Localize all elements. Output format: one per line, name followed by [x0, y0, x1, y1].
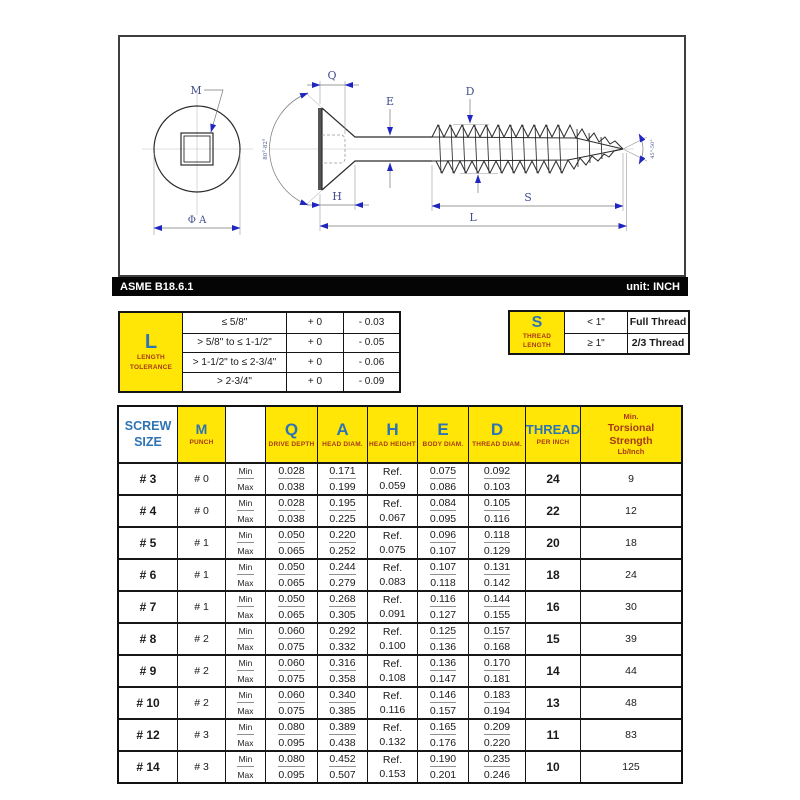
cell-minmax: Min Max: [225, 656, 265, 686]
cell-screw-size: # 3: [139, 472, 157, 486]
cell-body-diam: 0.116 0.127: [417, 592, 468, 622]
cell-body-diam: 0.107 0.118: [417, 560, 468, 590]
cell-minmax: Min Max: [225, 624, 265, 654]
drawing-panel: [118, 35, 686, 277]
cell-drive-depth: 0.028 0.038: [265, 496, 317, 526]
tolerance-plus: + 0: [286, 372, 343, 392]
cell-head-diam: 0.389 0.438: [317, 720, 367, 750]
dim-label-phi-a: Φ A: [187, 215, 207, 226]
table-row: [119, 494, 681, 526]
cell-screw-size: # 9: [139, 664, 157, 678]
thread-length-value: 2/3 Thread: [627, 333, 688, 354]
table-row: [119, 622, 681, 654]
length-tolerance-title-2: TOLERANCE: [129, 364, 173, 371]
table-row: [119, 750, 681, 782]
cell-drive-depth: 0.060 0.075: [265, 624, 317, 654]
tolerance-minus: - 0.05: [343, 333, 399, 353]
cell-head-diam: 0.452 0.507: [317, 752, 367, 782]
cell-head-height: Ref. 0.132: [367, 720, 417, 750]
cell-thread-per-inch: 18: [525, 560, 580, 590]
cell-torsional-strength: 30: [580, 592, 681, 622]
cell-drive-depth: 0.050 0.065: [265, 592, 317, 622]
cell-torsional-strength: 125: [580, 752, 681, 782]
header-thread-per-inch: THREAD PER INCH: [525, 407, 580, 462]
cell-head-diam: 0.292 0.332: [317, 624, 367, 654]
punch-leader: [190, 84, 223, 132]
cell-punch: # 2: [177, 624, 225, 654]
tolerance-range: ≤ 5/8": [182, 313, 286, 333]
table-row: [119, 526, 681, 558]
tolerance-minus: - 0.09: [343, 372, 399, 392]
cell-punch: # 3: [177, 720, 225, 750]
cell-thread-per-inch: 10: [525, 752, 580, 782]
cell-minmax: Min Max: [225, 528, 265, 558]
cell-head-height: Ref. 0.067: [367, 496, 417, 526]
cell-body-diam: 0.165 0.176: [417, 720, 468, 750]
cell-drive-depth: 0.080 0.095: [265, 720, 317, 750]
cell-minmax: Min Max: [225, 560, 265, 590]
standard-name: ASME B18.6.1: [120, 280, 194, 293]
dim-label-e: E: [385, 95, 395, 108]
dim-label-q: Q: [327, 69, 337, 82]
cell-head-height: Ref. 0.100: [367, 624, 417, 654]
cell-thread-per-inch: 20: [525, 528, 580, 558]
cell-torsional-strength: 48: [580, 688, 681, 718]
dim-label-l: L: [469, 211, 477, 224]
cell-thread-diam: 0.209 0.220: [468, 720, 525, 750]
table-row: [119, 558, 681, 590]
header-body-diam: E BODY DIAM.: [417, 407, 468, 462]
cell-drive-depth: 0.060 0.075: [265, 656, 317, 686]
dim-h: [307, 165, 369, 210]
table-body: [119, 462, 681, 782]
cell-head-diam: 0.340 0.385: [317, 688, 367, 718]
cell-body-diam: 0.136 0.147: [417, 656, 468, 686]
cell-screw-size: # 12: [136, 728, 160, 742]
cell-torsional-strength: 18: [580, 528, 681, 558]
table-row: [119, 718, 681, 750]
thread-length-range: < 1": [564, 312, 627, 333]
cell-head-height: Ref. 0.091: [367, 592, 417, 622]
table-row: [119, 590, 681, 622]
cell-punch: # 1: [177, 560, 225, 590]
tolerance-range: > 1-1/2" to ≤ 2-3/4": [182, 352, 286, 372]
cell-thread-diam: 0.183 0.194: [468, 688, 525, 718]
header-torsional-strength: Min. Torsional Strength Lb/Inch: [580, 407, 681, 462]
cell-minmax: Min Max: [225, 464, 265, 494]
tolerance-minus: - 0.06: [343, 352, 399, 372]
cell-thread-per-inch: 13: [525, 688, 580, 718]
cell-drive-depth: 0.028 0.038: [265, 464, 317, 494]
tolerance-range: > 5/8" to ≤ 1-1/2": [182, 333, 286, 353]
cell-thread-diam: 0.235 0.246: [468, 752, 525, 782]
length-tolerance-table: [118, 311, 401, 393]
cell-head-height: Ref. 0.059: [367, 464, 417, 494]
dim-label-head-angle: 80°-82°: [263, 138, 269, 160]
cell-screw-size: # 5: [139, 536, 157, 550]
cell-drive-depth: 0.050 0.065: [265, 560, 317, 590]
cell-minmax: Min Max: [225, 752, 265, 782]
table-row: [119, 462, 681, 494]
cell-head-height: Ref. 0.075: [367, 528, 417, 558]
cell-punch: # 0: [177, 464, 225, 494]
header-head-height: H HEAD HEIGHT: [367, 407, 417, 462]
dim-label-m: M: [190, 84, 202, 97]
thread-length-code: S: [531, 313, 543, 331]
cell-screw-size: # 10: [136, 696, 160, 710]
cell-screw-size: # 7: [139, 600, 157, 614]
cell-body-diam: 0.190 0.201: [417, 752, 468, 782]
cell-body-diam: 0.075 0.086: [417, 464, 468, 494]
thread-length-header: [510, 312, 564, 353]
cell-punch: # 3: [177, 752, 225, 782]
cell-thread-per-inch: 15: [525, 624, 580, 654]
cell-head-diam: 0.268 0.305: [317, 592, 367, 622]
cell-screw-size: # 14: [136, 760, 160, 774]
cell-head-height: Ref. 0.108: [367, 656, 417, 686]
cell-drive-depth: 0.060 0.075: [265, 688, 317, 718]
cell-punch: # 1: [177, 528, 225, 558]
table-row: [119, 654, 681, 686]
cell-screw-size: # 8: [139, 632, 157, 646]
dim-e: [386, 95, 394, 188]
header-screw-size: SCREW SIZE: [124, 418, 172, 449]
screw-dimension-table: [117, 405, 683, 784]
cell-thread-diam: 0.105 0.116: [468, 496, 525, 526]
cell-torsional-strength: 9: [580, 464, 681, 494]
cell-thread-per-inch: 16: [525, 592, 580, 622]
cell-screw-size: # 6: [139, 568, 157, 582]
cell-minmax: Min Max: [225, 592, 265, 622]
cell-punch: # 0: [177, 496, 225, 526]
cell-head-height: Ref. 0.083: [367, 560, 417, 590]
cell-torsional-strength: 83: [580, 720, 681, 750]
cell-torsional-strength: 44: [580, 656, 681, 686]
header-head-diam: A HEAD DIAM.: [317, 407, 367, 462]
cell-torsional-strength: 24: [580, 560, 681, 590]
cell-torsional-strength: 12: [580, 496, 681, 526]
cell-head-diam: 0.316 0.358: [317, 656, 367, 686]
cell-thread-diam: 0.157 0.168: [468, 624, 525, 654]
cell-head-height: Ref. 0.116: [367, 688, 417, 718]
thread-length-range: ≥ 1": [564, 333, 627, 354]
cell-body-diam: 0.096 0.107: [417, 528, 468, 558]
tolerance-plus: + 0: [286, 313, 343, 333]
cell-screw-size: # 4: [139, 504, 157, 518]
cell-head-diam: 0.220 0.252: [317, 528, 367, 558]
cell-thread-per-inch: 14: [525, 656, 580, 686]
tolerance-plus: + 0: [286, 333, 343, 353]
cell-head-diam: 0.244 0.279: [317, 560, 367, 590]
cell-drive-depth: 0.050 0.065: [265, 528, 317, 558]
dim-label-d: D: [465, 85, 475, 98]
table-header-row: [119, 407, 681, 462]
header-drive-depth: Q DRIVE DEPTH: [265, 407, 317, 462]
cell-torsional-strength: 39: [580, 624, 681, 654]
cell-punch: # 2: [177, 688, 225, 718]
tolerance-range: > 2-3/4": [182, 372, 286, 392]
dim-l: [320, 153, 627, 231]
cell-thread-diam: 0.131 0.142: [468, 560, 525, 590]
cell-minmax: Min Max: [225, 496, 265, 526]
cell-thread-diam: 0.092 0.103: [468, 464, 525, 494]
dim-label-point-angle: 45°-50°: [650, 139, 656, 159]
thread-length-title-2: LENGTH: [523, 342, 551, 350]
header-minmax: [225, 407, 265, 462]
cell-thread-per-inch: 11: [525, 720, 580, 750]
cell-punch: # 1: [177, 592, 225, 622]
cell-body-diam: 0.146 0.157: [417, 688, 468, 718]
standard-bar: [112, 277, 688, 296]
cell-body-diam: 0.125 0.136: [417, 624, 468, 654]
cell-head-diam: 0.171 0.199: [317, 464, 367, 494]
cell-punch: # 2: [177, 656, 225, 686]
cell-drive-depth: 0.080 0.095: [265, 752, 317, 782]
thread-length-table: [508, 310, 690, 355]
cell-thread-diam: 0.118 0.129: [468, 528, 525, 558]
dim-label-h: H: [332, 190, 342, 203]
tolerance-minus: - 0.03: [343, 313, 399, 333]
cell-thread-per-inch: 22: [525, 496, 580, 526]
thread-length-title-1: THREAD: [522, 332, 552, 340]
tolerance-plus: + 0: [286, 352, 343, 372]
cell-head-diam: 0.195 0.225: [317, 496, 367, 526]
screw-drawing: [120, 37, 684, 275]
cell-minmax: Min Max: [225, 720, 265, 750]
header-thread-diam: D THREAD DIAM.: [468, 407, 525, 462]
cell-thread-per-inch: 24: [525, 464, 580, 494]
cell-thread-diam: 0.170 0.181: [468, 656, 525, 686]
table-row: [119, 686, 681, 718]
cell-minmax: Min Max: [225, 688, 265, 718]
cell-thread-diam: 0.144 0.155: [468, 592, 525, 622]
length-tolerance-title-1: LENGTH: [137, 354, 165, 362]
thread-length-value: Full Thread: [627, 312, 688, 333]
unit-label: unit: INCH: [626, 280, 680, 293]
cell-body-diam: 0.084 0.095: [417, 496, 468, 526]
length-tolerance-header: [120, 313, 182, 391]
dim-label-s: S: [524, 191, 532, 204]
length-tolerance-code: L: [144, 331, 158, 354]
header-punch: M PUNCH: [177, 407, 225, 462]
cell-head-height: Ref. 0.153: [367, 752, 417, 782]
